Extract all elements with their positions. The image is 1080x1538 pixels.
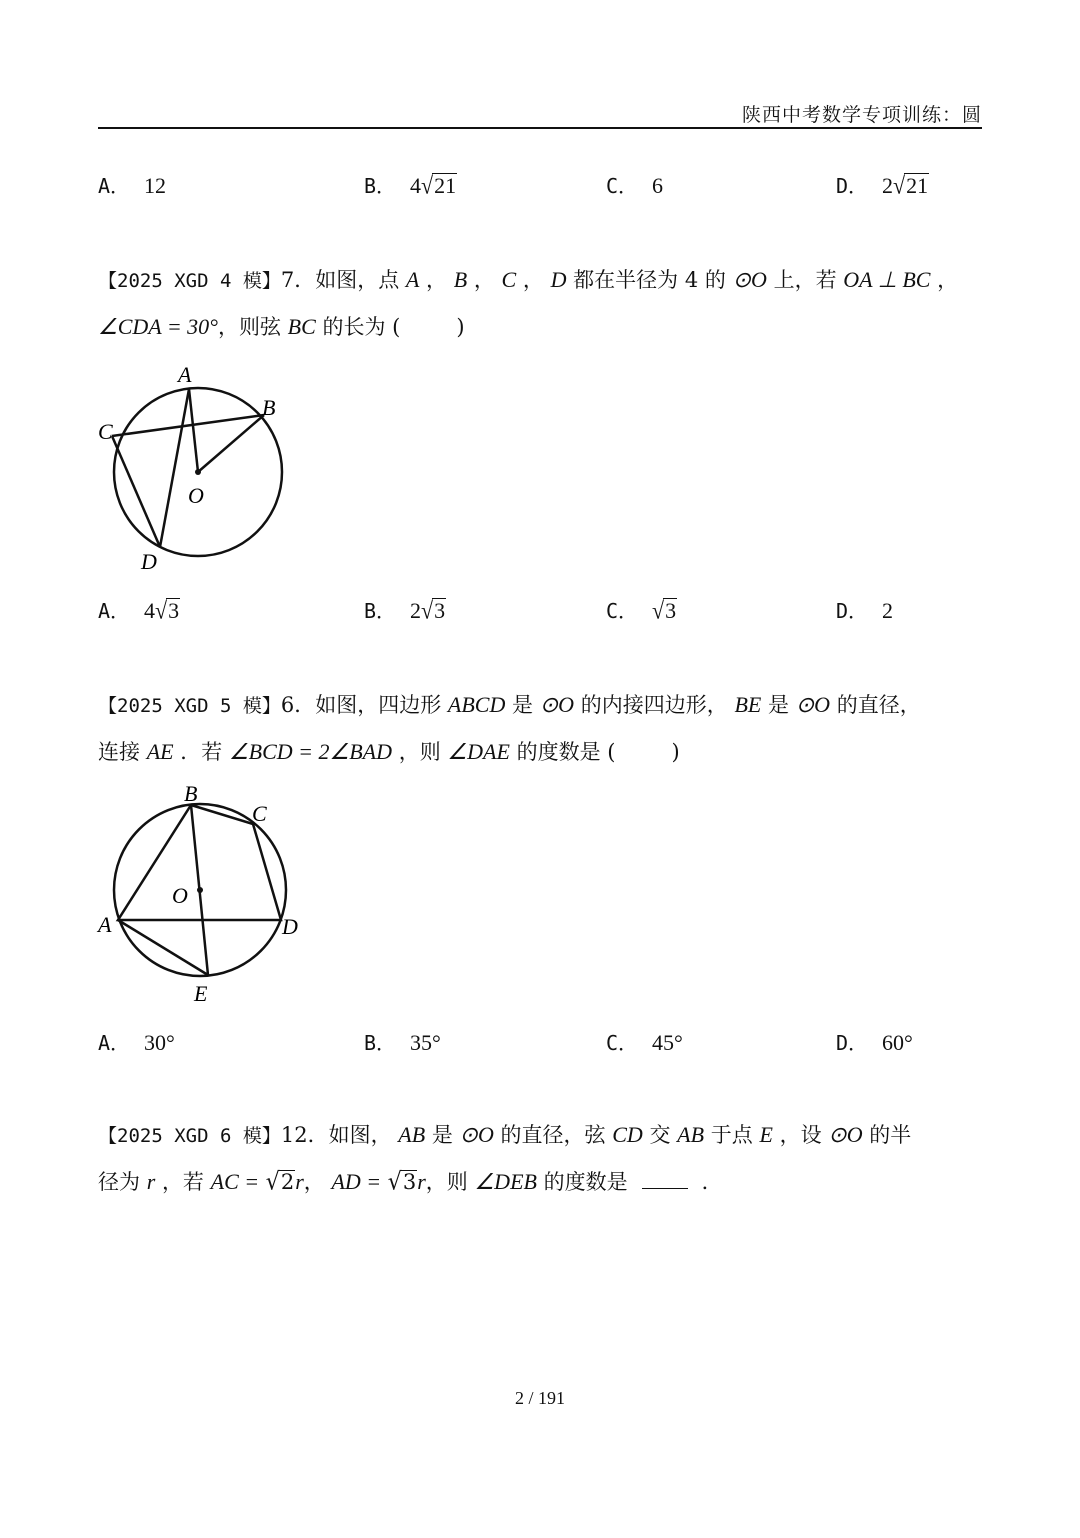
answer-blank[interactable] <box>642 1170 688 1189</box>
option-a: A． 12 <box>98 173 167 198</box>
label-d: D <box>282 914 298 939</box>
option-b: B． 35° <box>364 1030 441 1055</box>
option-a: A． 4√3 <box>98 596 180 625</box>
header-title: 陕西中考数学专项训练：圆 <box>741 104 982 126</box>
label-a: A <box>178 362 192 387</box>
q2-options <box>98 1027 982 1057</box>
label-o: O <box>188 483 204 508</box>
page-number: 2 / 191 <box>514 1388 565 1408</box>
option-a: A． 30° <box>98 1030 175 1055</box>
option-b: B． 4√21 <box>364 171 457 200</box>
label-c: C <box>98 419 113 444</box>
label-b: B <box>262 395 276 420</box>
header-rule <box>98 127 982 129</box>
question-2: 【2025 XGD 5 模】6．如图，四边形 ABCD 是 ⊙O 的内接四边形， BE 是 ⊙O 的直径， 连接 AE ．若 ∠BCD = 2∠BAD ，则 ∠DAE 的度数是 ( ) <box>98 692 921 764</box>
figure-q1 <box>96 360 296 575</box>
option-d: D． 2√21 <box>836 171 929 200</box>
option-c: C． 45° <box>606 1030 683 1055</box>
q0-options <box>98 170 982 200</box>
option-d: D． 2 <box>836 598 894 623</box>
label-o: O <box>172 883 188 908</box>
question-1: 【2025 XGD 4 模】7．如图，点 A ， B ， C ， D 都在半径为 4 的 ⊙O 上，若 OA ⊥ BC ， ∠CDA = 30°，则弦 BC 的长为 ( ) <box>98 267 959 339</box>
label-d: D <box>141 549 157 574</box>
label-b: B <box>184 783 198 806</box>
question-3: 【2025 XGD 6 模】12．如图， AB 是 ⊙O 的直径，弦 CD 交 AB 于点 E ，设 ⊙O 的半 径为 r ，若 AC = √2r， AD = √3r，则 ∠DEB 的度数是 ． <box>98 1122 912 1197</box>
option-c: C． √3 <box>606 596 677 625</box>
q1-options <box>98 595 982 625</box>
label-a: A <box>98 912 112 937</box>
label-c: C <box>252 801 267 826</box>
page-header <box>98 98 982 128</box>
option-b: B． 2√3 <box>364 596 446 625</box>
option-c: C． 6 <box>606 173 664 198</box>
option-d: D． 60° <box>836 1030 913 1055</box>
figure-q2 <box>96 783 308 1008</box>
label-e: E <box>194 981 208 1006</box>
